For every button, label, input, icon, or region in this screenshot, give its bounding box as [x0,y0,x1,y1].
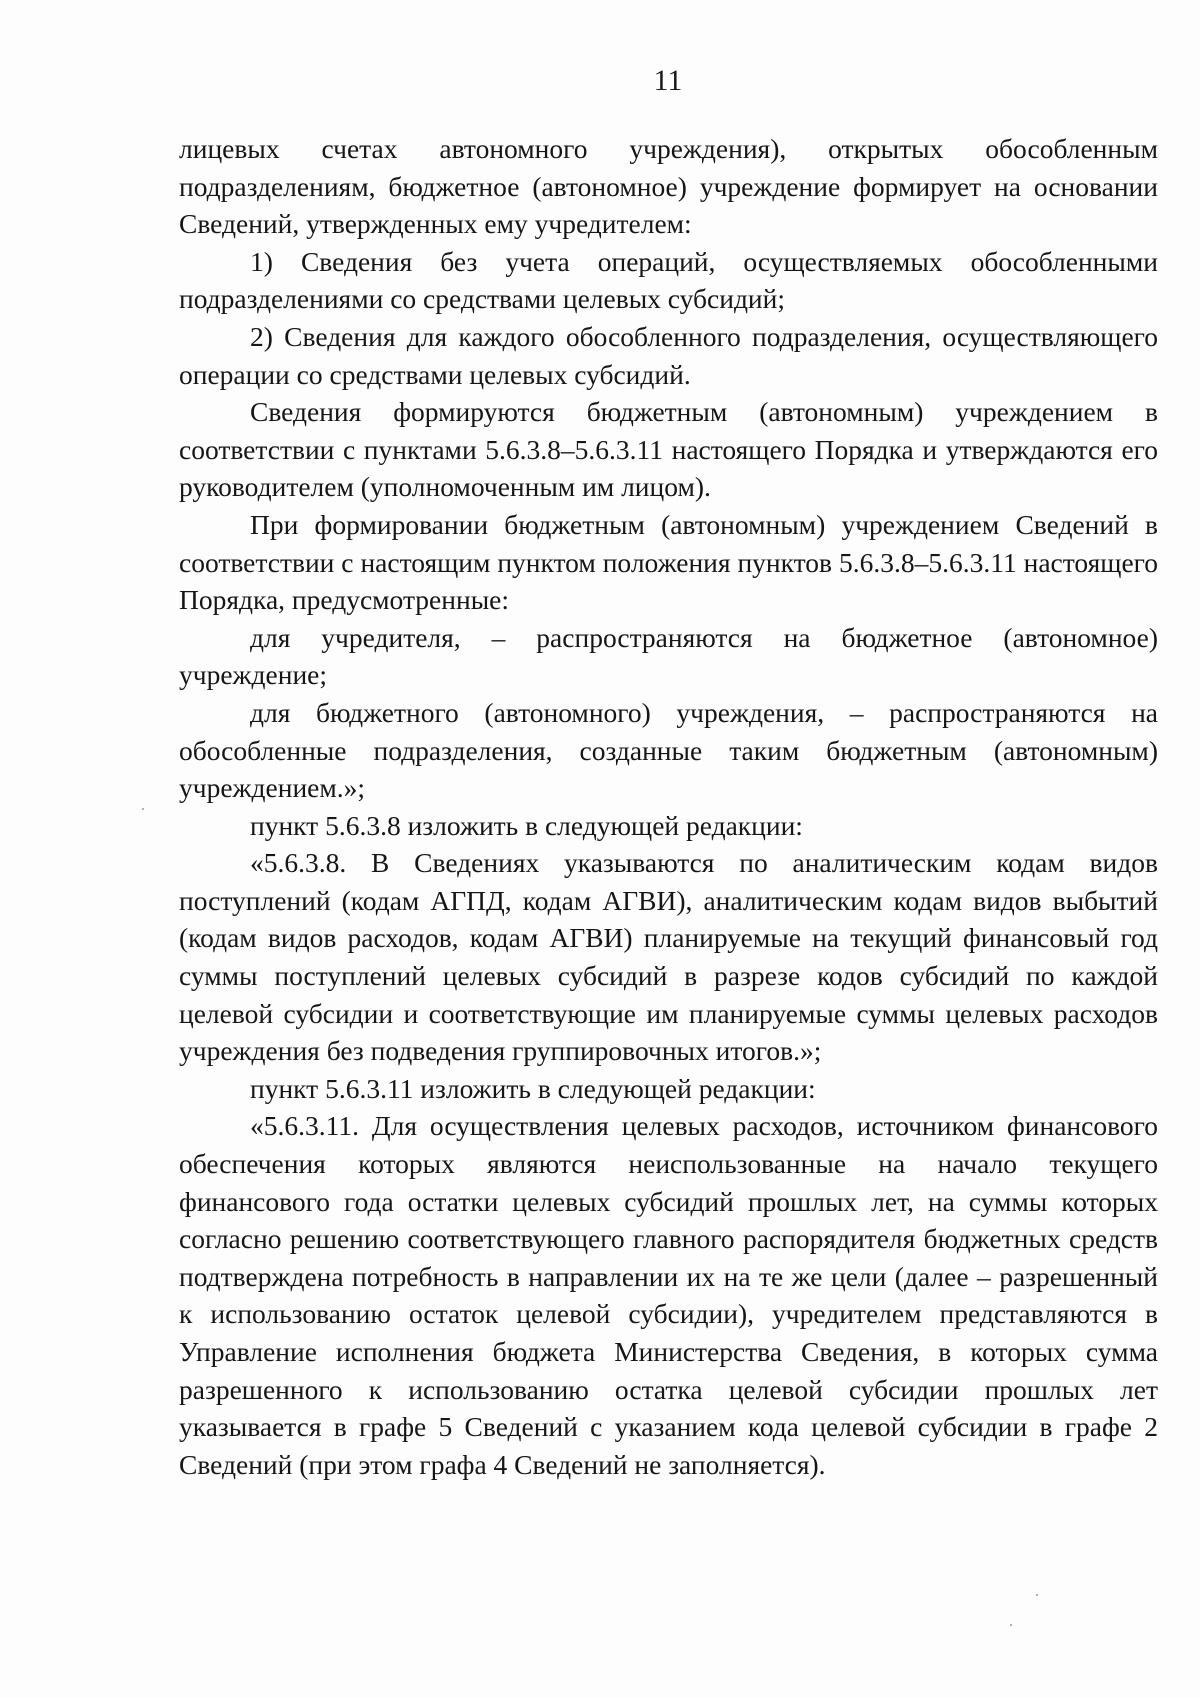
paragraph: «5.6.3.8. В Сведениях указываются по аналитическим кодам видов поступлений (кодам АГПД, кодам АГВИ), аналитическим кодам видов выбытий (кодам видов расходов, кодам АГВИ) планируемые на текущий финансовый год суммы поступлений целевых субсидий в разрезе кодов субсидий по каждой целевой субсидии и соответствующие им планируемые суммы целевых расходов учреждения без подведения группировочных итогов.»; [179,847,1158,1067]
scan-speck [142,808,144,810]
scan-speck [1010,1624,1012,1626]
paragraph: 2) Сведения для каждого обособленного подразделения, осуществляющего операции со средствами целевых субсидий. [179,320,1158,390]
paragraph: «5.6.3.11. Для осуществления целевых расходов, источником финансового обеспечения которых являются неиспользованные на начало текущего финансового года остатки целевых субсидий прошлых лет, на суммы которых согласно решению соответствующего главного распорядителя бюджетных средств подтверждена потребность в направлении их на те же цели (далее – разрешенный к использованию остаток целевой субсидии), учредителем представляются в Управление исполнения бюджета Министерства Сведения, в которых сумма разрешенного к использованию остатка целевой субсидии прошлых лет указывается в графе 5 Сведений с указанием кода целевой субсидии в графе 2 Сведений (при этом графа 4 Сведений не заполняется). [179,1110,1158,1480]
paragraph: пункт 5.6.3.11 изложить в следующей редакции: [250,1072,816,1104]
paragraph: лицевых счетах автономного учреждения), открытых обособленным подразделениям, бюджетное (автономное) учреждение формирует на основании Сведений, утвержденных ему учредителем: [179,133,1158,240]
paragraph: При формировании бюджетным (автономным) учреждением Сведений в соответствии с настоящим пунктом положения пунктов 5.6.3.8–5.6.3.11 настоящего Порядка, предусмотренные: [179,508,1158,616]
scan-speck [1036,1594,1038,1596]
paragraph: для бюджетного (автономного) учреждения, – распространяются на обособленные подразделения, созданные таким бюджетным (автономным) учреждением.»; [179,696,1158,804]
document-body [179,130,1158,1483]
paragraph: пункт 5.6.3.8 изложить в следующей редакции: [250,809,803,841]
paragraph: 1) Сведения без учета операций, осуществляемых обособленными подразделениями со средствами целевых субсидий; [179,245,1158,315]
paragraph: для учредителя, – распространяются на бюджетное (автономное) учреждение; [179,621,1158,691]
paragraph: Сведения формируются бюджетным (автономным) учреждением в соответствии с пунктами 5.6.3.8–5.6.3.11 настоящего Порядка и утверждаются его руководителем (уполномоченным им лицом). [179,396,1158,503]
page-number: 11 [653,64,683,97]
